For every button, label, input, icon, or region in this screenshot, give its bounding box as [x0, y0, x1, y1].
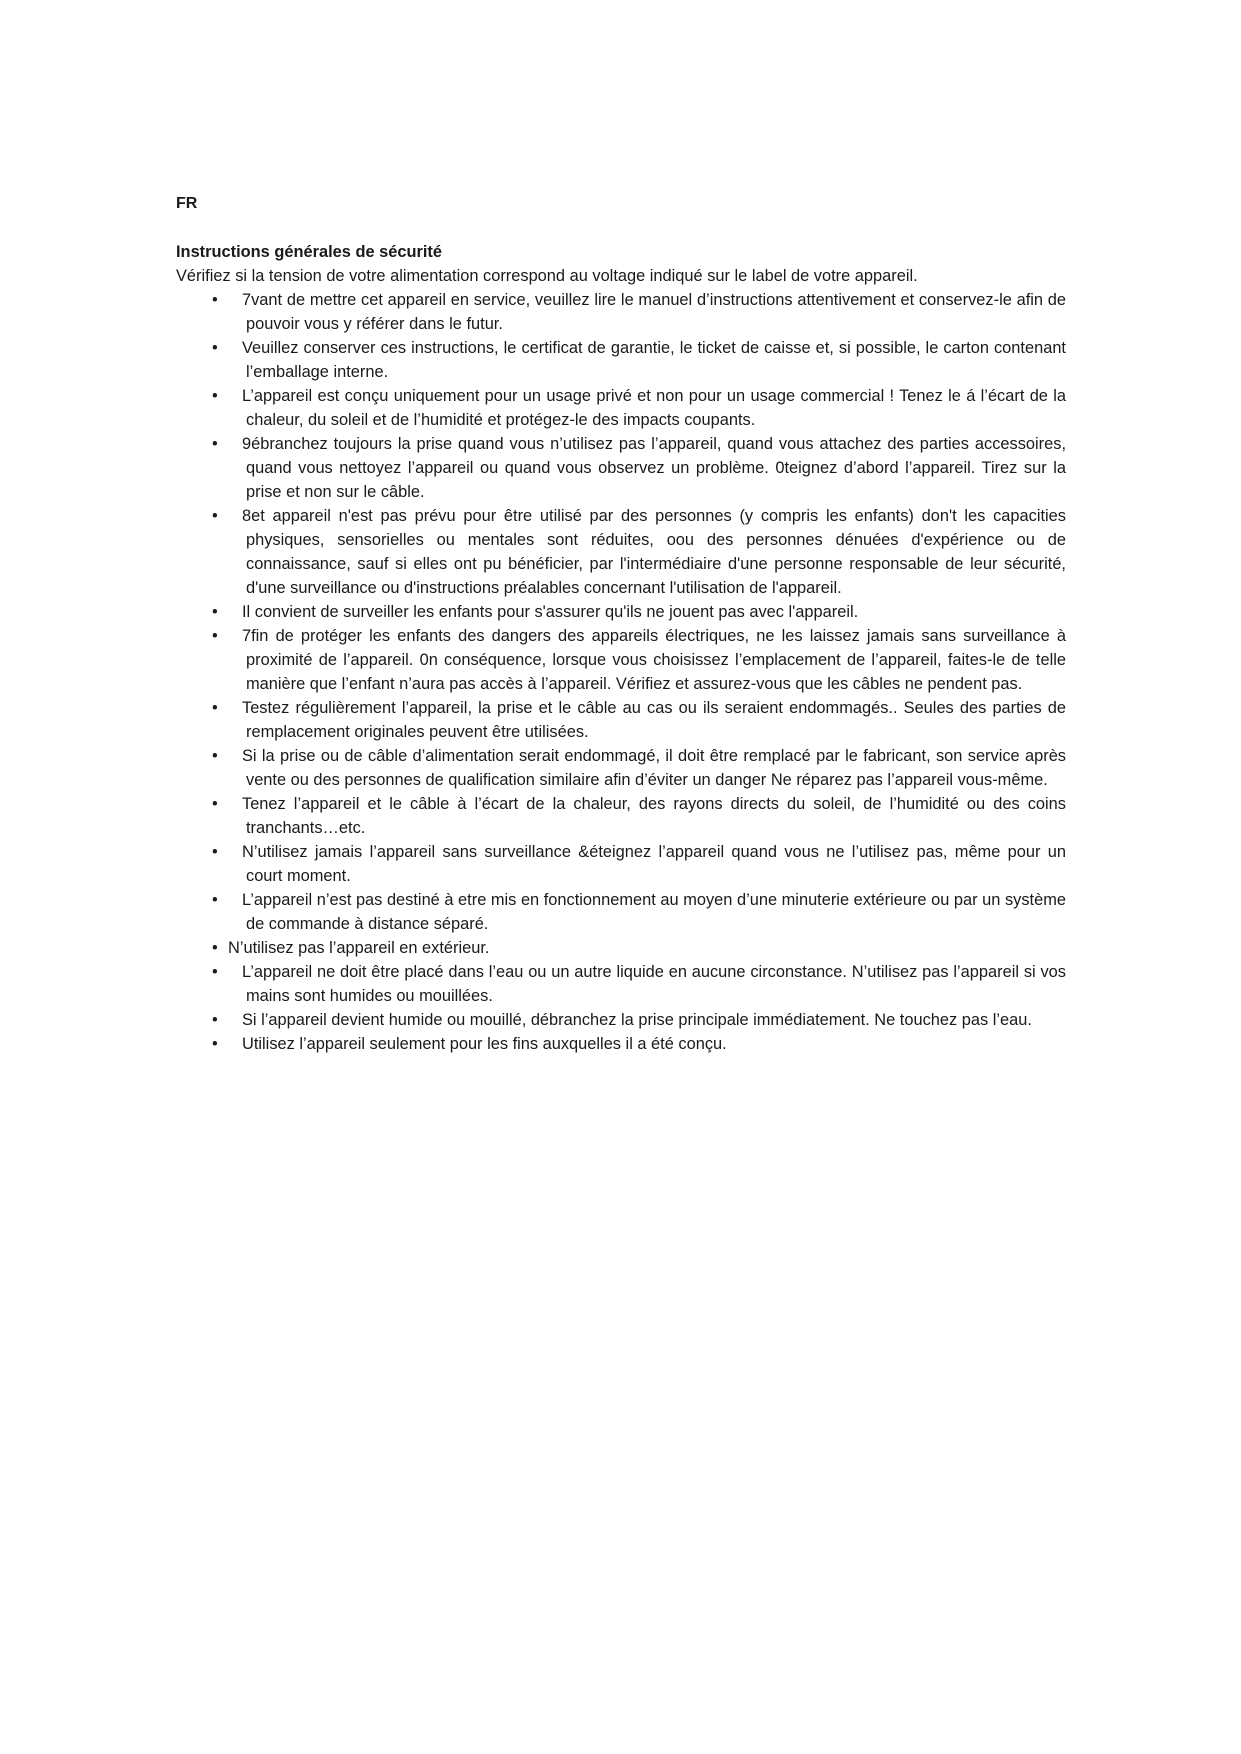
list-item [176, 1008, 1076, 1032]
list-item-text: 8et appareil n'est pas prévu pour être utilisé par des personnes (y compris les enfants) don't les capacities physiques, sensorielles ou mentales sont réduites, oou des personnes dénuées d'expérience ou de connaissance, sauf si elles ont pu bénéficier, par l'intermédiaire d'une personne responsable de leur sécurité, d'une surveillance ou d'instructions préalables concernant l'utilisation de l'appareil. [242, 507, 1066, 597]
list-item-text: L’appareil ne doit être placé dans l’eau ou un autre liquide en aucune circonstance. N’utilisez pas l’appareil si vos mains sont humides ou mouillées. [242, 963, 1066, 1005]
safety-rules-list [176, 288, 1076, 1056]
list-item-text: L’appareil n’est pas destiné à etre mis en fonctionnement au moyen d’une minuterie extérieure ou par un système de commande à distance séparé. [242, 891, 1066, 933]
list-item [176, 936, 1076, 960]
list-item-text: 7vant de mettre cet appareil en service, veuillez lire le manuel d’instructions attentivement et conservez-le afin de pouvoir vous y référer dans le futur. [242, 291, 1066, 333]
list-item [176, 504, 1076, 600]
list-item [176, 336, 1076, 384]
list-item-text: Tenez l’appareil et le câble à l’écart de la chaleur, des rayons directs du soleil, de l’humidité ou des coins tranchants…etc. [242, 795, 1066, 837]
bullet-icon: • [212, 963, 218, 981]
bullet-icon: • [212, 747, 218, 765]
list-item [176, 888, 1076, 936]
section-title: Instructions générales de sécurité [176, 243, 442, 261]
list-item [176, 840, 1076, 888]
bullet-icon: • [212, 435, 218, 453]
bullet-icon: • [212, 291, 218, 309]
list-item-text: Utilisez l’appareil seulement pour les fins auxquelles il a été conçu. [242, 1035, 727, 1053]
list-item-text: Si l’appareil devient humide ou mouillé, débranchez la prise principale immédiatement. Ne touchez pas l’eau. [242, 1011, 1032, 1029]
bullet-icon: • [212, 387, 218, 405]
list-item [176, 288, 1076, 336]
list-item [176, 624, 1076, 696]
intro-text: Vérifiez si la tension de votre alimentation correspond au voltage indiqué sur le label de votre appareil. [176, 267, 918, 285]
language-code: FR [176, 195, 198, 212]
list-item [176, 432, 1076, 504]
list-item-text: N’utilisez pas l’appareil en extérieur. [228, 939, 490, 957]
list-item-text: L’appareil est conçu uniquement pour un usage privé et non pour un usage commercial ! Tenez le á l’écart de la chaleur, du soleil et de l’humidité et protégez-le des impacts coupants. [242, 387, 1066, 429]
bullet-icon: • [212, 699, 218, 717]
list-item-text: 7fin de protéger les enfants des dangers des appareils électriques, ne les laissez jamais sans surveillance à proximité de l’appareil. 0n conséquence, lorsque vous choisissez l’emplacement de l’appareil, faites-le de telle manière que l’enfant n’aura pas accès à l’appareil. Vérifiez et assurez-vous que les câbles ne pendent pas. [242, 627, 1066, 693]
bullet-icon: • [212, 603, 218, 621]
list-item [176, 600, 1076, 624]
list-item [176, 1032, 1076, 1056]
list-item-text: N’utilisez jamais l’appareil sans surveillance &éteignez l’appareil quand vous ne l’utilisez pas, même pour un court moment. [242, 843, 1066, 885]
bullet-icon: • [212, 627, 218, 645]
bullet-icon: • [212, 1011, 218, 1029]
list-item [176, 696, 1076, 744]
list-item-text: 9ébranchez toujours la prise quand vous n’utilisez pas l’appareil, quand vous attachez des parties accessoires, quand vous nettoyez l’appareil ou quand vous observez un problème. 0teignez d’abord l’appareil. Tirez sur la prise et non sur le câble. [242, 435, 1066, 501]
list-item-text: Si la prise ou de câble d’alimentation serait endommagé, il doit être remplacé par le fabricant, son service après vente ou des personnes de qualification similaire afin d’éviter un danger Ne réparez pas l’appareil vous-même. [242, 747, 1066, 789]
bullet-icon: • [212, 939, 218, 957]
bullet-icon: • [212, 891, 218, 909]
safety-section [176, 240, 1076, 1056]
bullet-icon: • [212, 795, 218, 813]
bullet-icon: • [212, 507, 218, 525]
list-item-text: Testez régulièrement l’appareil, la prise et le câble au cas ou ils seraient endommagés.. Seules des parties de remplacement originales peuvent être utilisées. [242, 699, 1066, 741]
list-item-text: Veuillez conserver ces instructions, le certificat de garantie, le ticket de caisse et, si possible, le carton contenant l’emballage interne. [242, 339, 1066, 381]
list-item-text: Il convient de surveiller les enfants pour s'assurer qu'ils ne jouent pas avec l'appareil. [242, 603, 859, 621]
list-item [176, 744, 1076, 792]
list-item [176, 960, 1076, 1008]
bullet-icon: • [212, 339, 218, 357]
list-item [176, 384, 1076, 432]
list-item [176, 792, 1076, 840]
bullet-icon: • [212, 1035, 218, 1053]
bullet-icon: • [212, 843, 218, 861]
